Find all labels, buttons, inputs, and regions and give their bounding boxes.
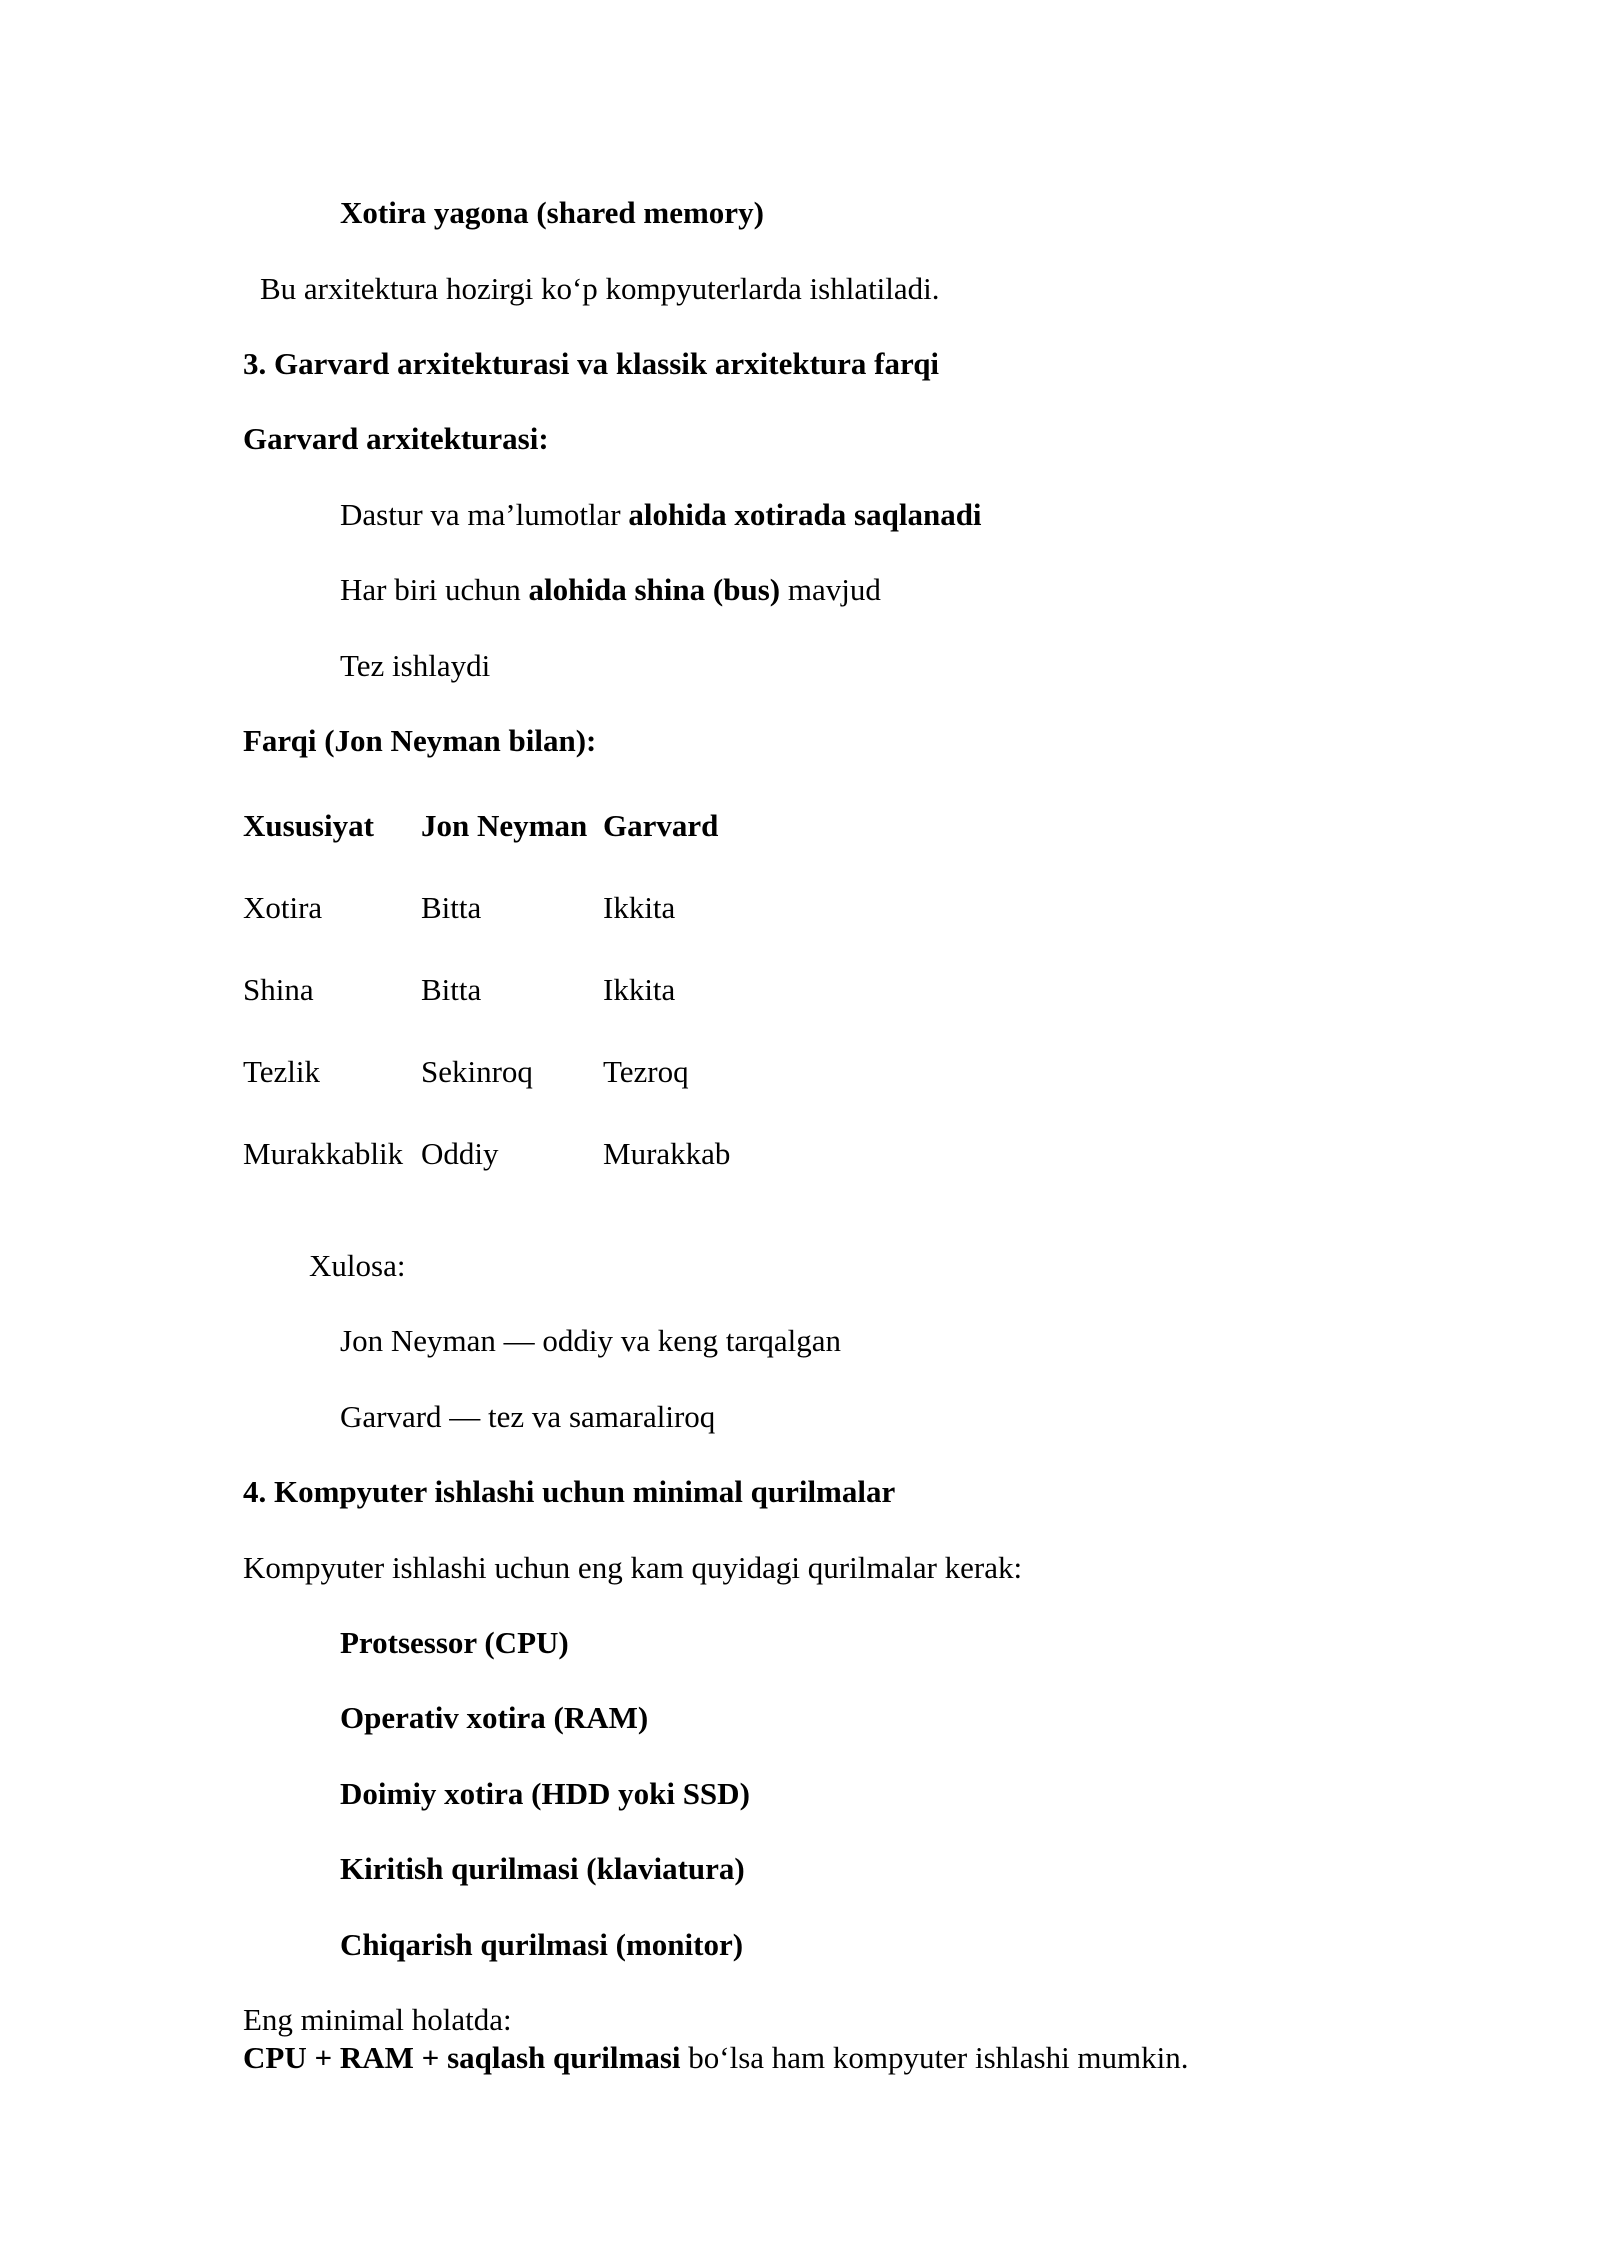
table-cell: Sekinroq	[421, 1054, 533, 1089]
minimal-rest: bo‘lsa ham kompyuter ishlashi mumkin.	[680, 2040, 1189, 2075]
bullet-2-pre: Har biri uchun	[340, 572, 529, 607]
intro-line: Bu arxitektura hozirgi ko‘p kompyuterlarda ishlatiladi.	[260, 271, 940, 306]
conclusion-2: Garvard — tez va samaraliroq	[340, 1399, 716, 1434]
table-cell: Tezroq	[603, 1054, 689, 1089]
table-cell: Xotira	[243, 890, 323, 925]
bullet-3: Tez ishlaydi	[340, 648, 491, 683]
device-item: Chiqarish qurilmasi (monitor)	[340, 1927, 744, 1962]
device-item: Kiritish qurilmasi (klaviatura)	[340, 1851, 745, 1886]
table-cell: Ikkita	[603, 972, 676, 1007]
table-header-neyman: Jon Neyman	[421, 808, 588, 843]
device-item: Doimiy xotira (HDD yoki SSD)	[340, 1776, 750, 1811]
difference-heading: Farqi (Jon Neyman bilan):	[243, 723, 597, 758]
shared-memory-item: Xotira yagona (shared memory)	[340, 195, 764, 230]
table-cell: Bitta	[421, 890, 482, 925]
table-cell: Oddiy	[421, 1136, 499, 1171]
table-header-feature: Xususiyat	[243, 808, 374, 843]
conclusion-1: Jon Neyman — oddiy va keng tarqalgan	[340, 1323, 842, 1358]
table-header-garvard: Garvard	[603, 808, 719, 843]
bullet-1-bold: alohida xotirada saqlanadi	[628, 497, 982, 532]
bullet-1	[340, 499, 982, 530]
table-cell: Shina	[243, 972, 314, 1007]
bullet-2-post: mavjud	[780, 572, 881, 607]
table-cell: Murakkablik	[243, 1136, 404, 1171]
section3-subheading: Garvard arxitekturasi:	[243, 421, 549, 456]
section3-heading: 3. Garvard arxitekturasi va klassik arxitektura farqi	[243, 346, 940, 381]
conclusion-label: Xulosa:	[309, 1248, 406, 1283]
device-item: Operativ xotira (RAM)	[340, 1700, 649, 1735]
table-cell: Tezlik	[243, 1054, 321, 1089]
minimal-label: Eng minimal holatda:	[243, 2002, 512, 2037]
table-cell: Bitta	[421, 972, 482, 1007]
section4-heading: 4. Kompyuter ishlashi uchun minimal qurilmalar	[243, 1474, 896, 1509]
bullet-1-pre: Dastur va ma’lumotlar	[340, 497, 629, 532]
table-cell: Ikkita	[603, 890, 676, 925]
bullet-2	[340, 574, 881, 605]
table-cell: Murakkab	[603, 1136, 731, 1171]
minimal-statement	[243, 2042, 1189, 2073]
bullet-2-bold: alohida shina (bus)	[528, 572, 781, 607]
device-item: Protsessor (CPU)	[340, 1625, 569, 1660]
minimal-bold: CPU + RAM + saqlash qurilmasi	[243, 2040, 681, 2075]
section4-intro: Kompyuter ishlashi uchun eng kam quyidagi qurilmalar kerak:	[243, 1550, 1023, 1585]
